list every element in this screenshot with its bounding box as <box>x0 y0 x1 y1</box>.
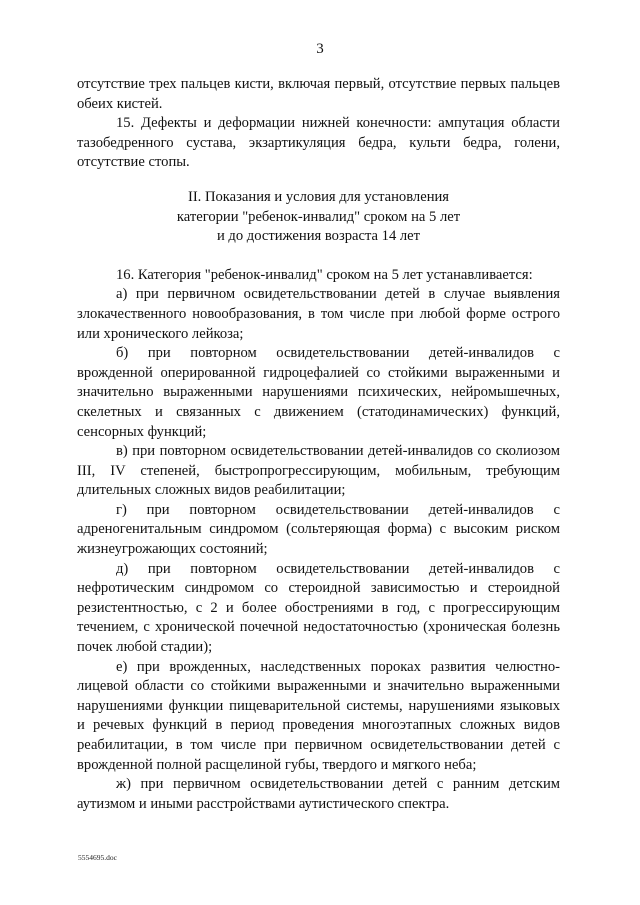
continuation-paragraph: отсутствие трех пальцев кисти, включая первый, отсутствие первых пальцев обеих кистей. <box>77 76 560 112</box>
subitem-zh: ж) при первичном освидетельствовании детей с ранним детским аутизмом и иными расстройствами аутистического спектра. <box>77 776 560 812</box>
section-heading <box>77 188 560 247</box>
subitem-e: е) при врожденных, наследственных пороках развития челюстно-лицевой области со стойкими выраженными и значительно выраженными нарушениями функции пищеварительной системы, нарушениями языковых и речевых функций в период проведения многоэтапных сложных видов реабилитации, в том числе при первичном освидетельствовании детей с врожденной полной расщелиной губы, твердого и мягкого неба; <box>77 658 560 773</box>
section-heading-line-2: категории "ребенок-инвалид" сроком на 5 лет <box>176 208 461 225</box>
section-heading-line-1: II. Показания и условия для установления <box>187 188 450 205</box>
item-15-paragraph: 15. Дефекты и деформации нижней конечности: ампутация области тазобедренного сустава, экзартикуляция бедра, культи бедра, голени, отсутствие стопы. <box>77 115 560 171</box>
subitem-b: б) при повторном освидетельствовании детей-инвалидов с врожденной оперированной гидроцефалией со стойкими выраженными и значительно выраженными нарушениями психических, нейромышечных, скелетных и связанных с движением (статодинамических) функций, сенсорных функций; <box>77 345 560 440</box>
subitem-v: в) при повторном освидетельствовании детей-инвалидов со сколиозом III, IV степеней, быстропрогрессирующим, мобильным, требующим длительных сложных видов реабилитации; <box>77 443 560 499</box>
section-heading-line-3: и до достижения возраста 14 лет <box>216 228 421 245</box>
page-number: 3 <box>316 41 324 57</box>
item-16-intro: 16. Категория "ребенок-инвалид" сроком на 5 лет устанавливается: <box>116 266 533 283</box>
subitem-a: а) при первичном освидетельствовании детей в случае выявления злокачественного новообразования, в том числе при любой форме острого или хронического лейкоза; <box>77 286 560 342</box>
subitem-d: д) при повторном освидетельствовании детей-инвалидов с нефротическим синдромом со стероидной зависимостью и стероидной резистентностью, с 2 и более обострениями в год, с прогрессирующим течением, с хронической почечной недостаточностью (хроническая болезнь почек любой стадии); <box>77 560 560 656</box>
subitem-g: г) при повторном освидетельствовании детей-инвалидов с адреногенитальным синдромом (сольтеряющая форма) с высоким риском жизнеугрожающих состояний; <box>77 501 560 558</box>
document-file-reference: 5554695.doc <box>78 853 117 862</box>
document-body <box>77 75 560 814</box>
